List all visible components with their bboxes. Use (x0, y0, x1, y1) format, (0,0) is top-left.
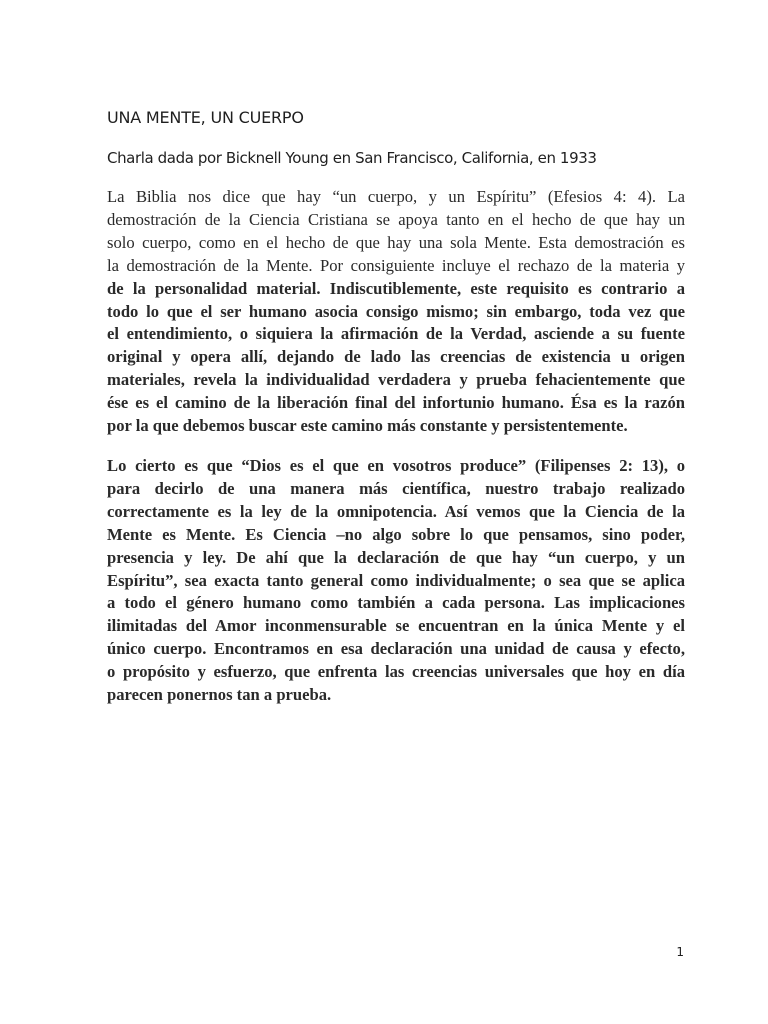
paragraph-1-line: la demostración de la Mente. Por consiguiente incluye el rechazo de la materia y (107, 255, 685, 275)
paragraph-1-line: La Biblia nos dice que hay “un cuerpo, y un Espíritu” (Efesios 4: 4). La (107, 187, 685, 206)
paragraph-2 (107, 455, 685, 707)
paragraph-2-line: para decirlo de una manera más científica, nuestro trabajo realizado (107, 478, 685, 498)
paragraph-2-line: Lo cierto es que “Dios es el que en vosotros produce” (Filipenses 2: 13), o (107, 456, 685, 475)
paragraph-1-line: demostración de la Ciencia Cristiana se apoya tanto en el hecho de que hay un (107, 209, 685, 229)
paragraph-2-line: presencia y ley. De ahí que la declaración de que hay “un cuerpo, y un (107, 547, 685, 567)
paragraph-2-line: a todo el género humano como también a cada persona. Las implicaciones (107, 593, 685, 613)
paragraph-1-line: ése es el camino de la liberación final del infortunio humano. Ésa es la razón (107, 393, 685, 413)
paragraph-2-line: único cuerpo. Encontramos en esa declaración una unidad de causa y efecto, (107, 639, 685, 659)
paragraph-2-line: correctamente es la ley de la omnipotencia. Así vemos que la Ciencia de la (107, 501, 685, 521)
paragraph-1-line: todo lo que el ser humano asocia consigo mismo; sin embargo, toda vez que (107, 301, 685, 321)
paragraph-2-line: o propósito y esfuerzo, que enfrenta las creencias universales que hoy en día (107, 662, 685, 682)
document-subtitle: Charla dada por Bicknell Young en San Francisco, California, en 1933 (107, 149, 597, 167)
page-number: 1 (676, 945, 684, 959)
paragraph-1 (107, 186, 685, 438)
paragraph-1-line: el entendimiento, o siquiera la afirmación de la Verdad, asciende a su fuente (107, 324, 685, 344)
document-title: UNA MENTE, UN CUERPO (107, 108, 304, 127)
paragraph-2-line: ilimitadas del Amor inconmensurable se encuentran en la única Mente y el (107, 616, 685, 636)
paragraph-2-line: parecen ponernos tan a prueba. (107, 685, 332, 705)
paragraph-1-line: original y opera allí, dejando de lado las creencias de existencia u origen (107, 347, 685, 367)
paragraph-1-line: solo cuerpo, como en el hecho de que hay una sola Mente. Esta demostración es (107, 232, 685, 252)
paragraph-2-line: Espíritu”, sea exacta tanto general como individualmente; o sea que se aplica (107, 570, 685, 590)
paragraph-2-line: Mente es Mente. Es Ciencia –no algo sobre lo que pensamos, sino poder, (107, 524, 685, 544)
paragraph-1-line: de la personalidad material. Indiscutiblemente, este requisito es contrario a (107, 278, 685, 298)
paragraph-1-line: por la que debemos buscar este camino más constante y persistentemente. (107, 416, 628, 436)
paragraph-1-line: materiales, revela la individualidad verdadera y prueba fehacientemente que (107, 370, 685, 390)
